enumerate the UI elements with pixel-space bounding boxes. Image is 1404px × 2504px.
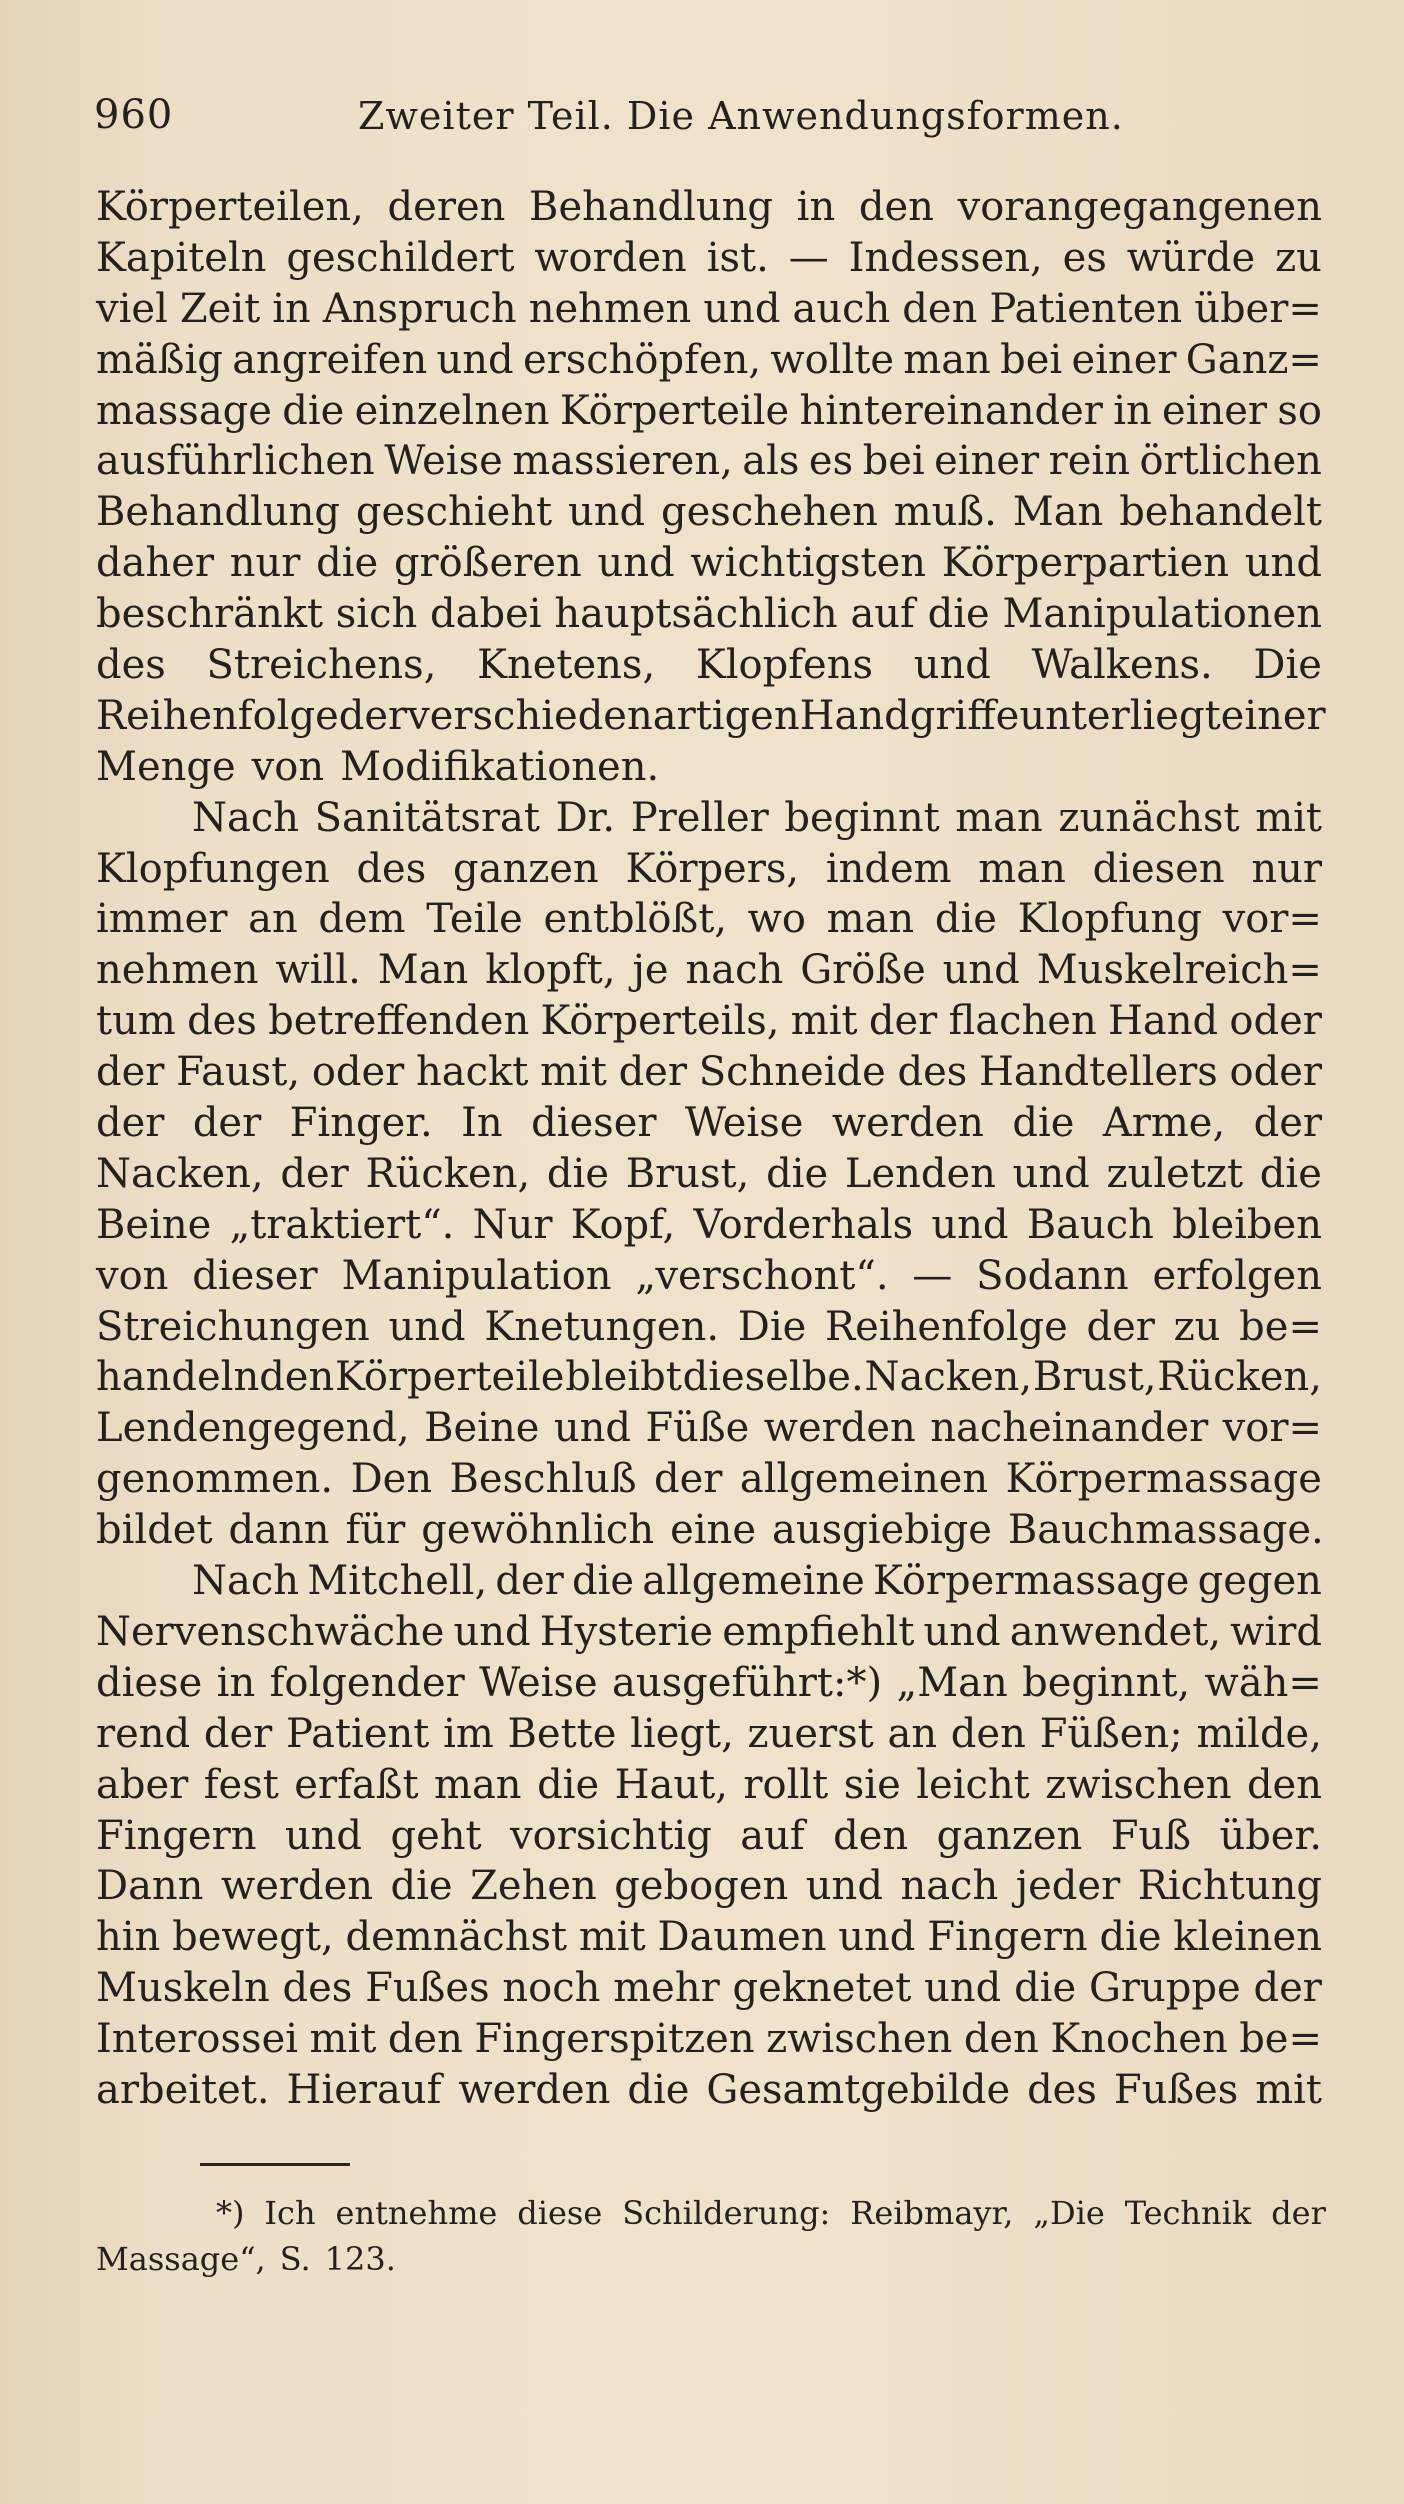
text-line: Nervenschwäche und Hysterie empfiehlt und anwendet, wird (96, 1608, 1322, 1655)
text-line: arbeitet. Hierauf werden die Gesamtgebilde des Fußes mit (96, 2066, 1322, 2113)
text-line: Nach Mitchell, der die allgemeine Körpermassage gegen (192, 1558, 1322, 1605)
text-line: handelnden Körperteile bleibt dieselbe. Nacken, Brust, Rücken, (96, 1354, 1322, 1401)
text-line: der der Finger. In dieser Weise werden die Arme, der (96, 1100, 1322, 1147)
text-line: mäßig angreifen und erschöpfen, wollte man bei einer Ganz= (96, 336, 1322, 383)
text-line: beschränkt sich dabei hauptsächlich auf die Manipulationen (96, 591, 1322, 638)
text-line: des Streichens, Knetens, Klopfens und Walkens. Die (96, 642, 1322, 689)
text-line: massage die einzelnen Körperteile hintereinander in einer so (96, 387, 1322, 434)
text-line: Reihenfolge der verschiedenartigen Handgriffe unterliegt einer (96, 692, 1326, 739)
text-line: immer an dem Teile entblößt, wo man die Klopfung vor= (96, 896, 1322, 943)
text-line: nehmen will. Man klopft, je nach Größe und Muskelreich= (96, 947, 1322, 994)
text-line: aber fest erfaßt man die Haut, rollt sie leicht zwischen den (96, 1761, 1322, 1808)
footnote (96, 2190, 1326, 2282)
text-line: daher nur die größeren und wichtigsten Körperpartien und (96, 540, 1322, 587)
footnote-rule (200, 2163, 350, 2166)
text-line: Körperteilen, deren Behandlung in den vorangegangenen (96, 184, 1322, 230)
text-line: Kapiteln geschildert worden ist. — Indessen, es würde zu (96, 234, 1322, 281)
text-line: Behandlung geschieht und geschehen muß. Man behandelt (96, 489, 1322, 536)
text-line: der Faust, oder hackt mit der Schneide des Handtellers oder (96, 1049, 1322, 1096)
text-line: Klopfungen des ganzen Körpers, indem man diesen nur (96, 845, 1322, 892)
text-line: rend der Patient im Bette liegt, zuerst an den Füßen; milde, (96, 1710, 1322, 1757)
text-line: Nach Sanitätsrat Dr. Preller beginnt man zunächst mit (192, 794, 1322, 841)
body-text (96, 182, 1326, 2116)
text-line: Muskeln des Fußes noch mehr geknetet und die Gruppe der (96, 1965, 1322, 2012)
text-line: Streichungen und Knetungen. Die Reihenfolge der zu be= (96, 1303, 1322, 1350)
text-line: diese in folgender Weise ausgeführt:*) „Man beginnt, wäh= (96, 1659, 1322, 1706)
text-line: bildet dann für gewöhnlich eine ausgiebige Bauchmassage. (96, 1507, 1324, 1554)
text-line: Fingern und geht vorsichtig auf den ganzen Fuß über. (96, 1812, 1322, 1859)
text-line: tum des betreffenden Körperteils, mit der flachen Hand oder (96, 998, 1322, 1045)
text-line: Dann werden die Zehen gebogen und nach jeder Richtung (96, 1863, 1322, 1910)
text-line: viel Zeit in Anspruch nehmen und auch den Patienten über= (96, 285, 1322, 332)
running-head (94, 92, 1324, 148)
text-line: hin bewegt, demnächst mit Daumen und Fingern die kleinen (96, 1914, 1322, 1961)
text-line: Beine „traktiert“. Nur Kopf, Vorderhals und Bauch bleiben (96, 1201, 1322, 1248)
footnote-line: Massage“, S. 123. (96, 2240, 396, 2278)
text-line: Lendengegend, Beine und Füße werden nacheinander vor= (96, 1405, 1322, 1452)
text-line: genommen. Den Beschluß der allgemeinen Körpermassage (96, 1456, 1322, 1503)
page-number: 960 (94, 92, 174, 138)
text-line: Nacken, der Rücken, die Brust, die Lenden und zuletzt die (96, 1150, 1322, 1197)
running-title: Zweiter Teil. Die Anwendungsformen. (358, 94, 1124, 138)
text-line: ausführlichen Weise massieren, als es bei einer rein örtlichen (96, 438, 1322, 485)
text-line: Interossei mit den Fingerspitzen zwischen den Knochen be= (96, 2016, 1322, 2063)
footnote-line: *) Ich entnehme diese Schilderung: Reibmayr, „Die Technik der (216, 2194, 1326, 2232)
text-line: Menge von Modifikationen. (96, 743, 660, 790)
text-line: von dieser Manipulation „verschont“. — Sodann erfolgen (96, 1252, 1322, 1299)
